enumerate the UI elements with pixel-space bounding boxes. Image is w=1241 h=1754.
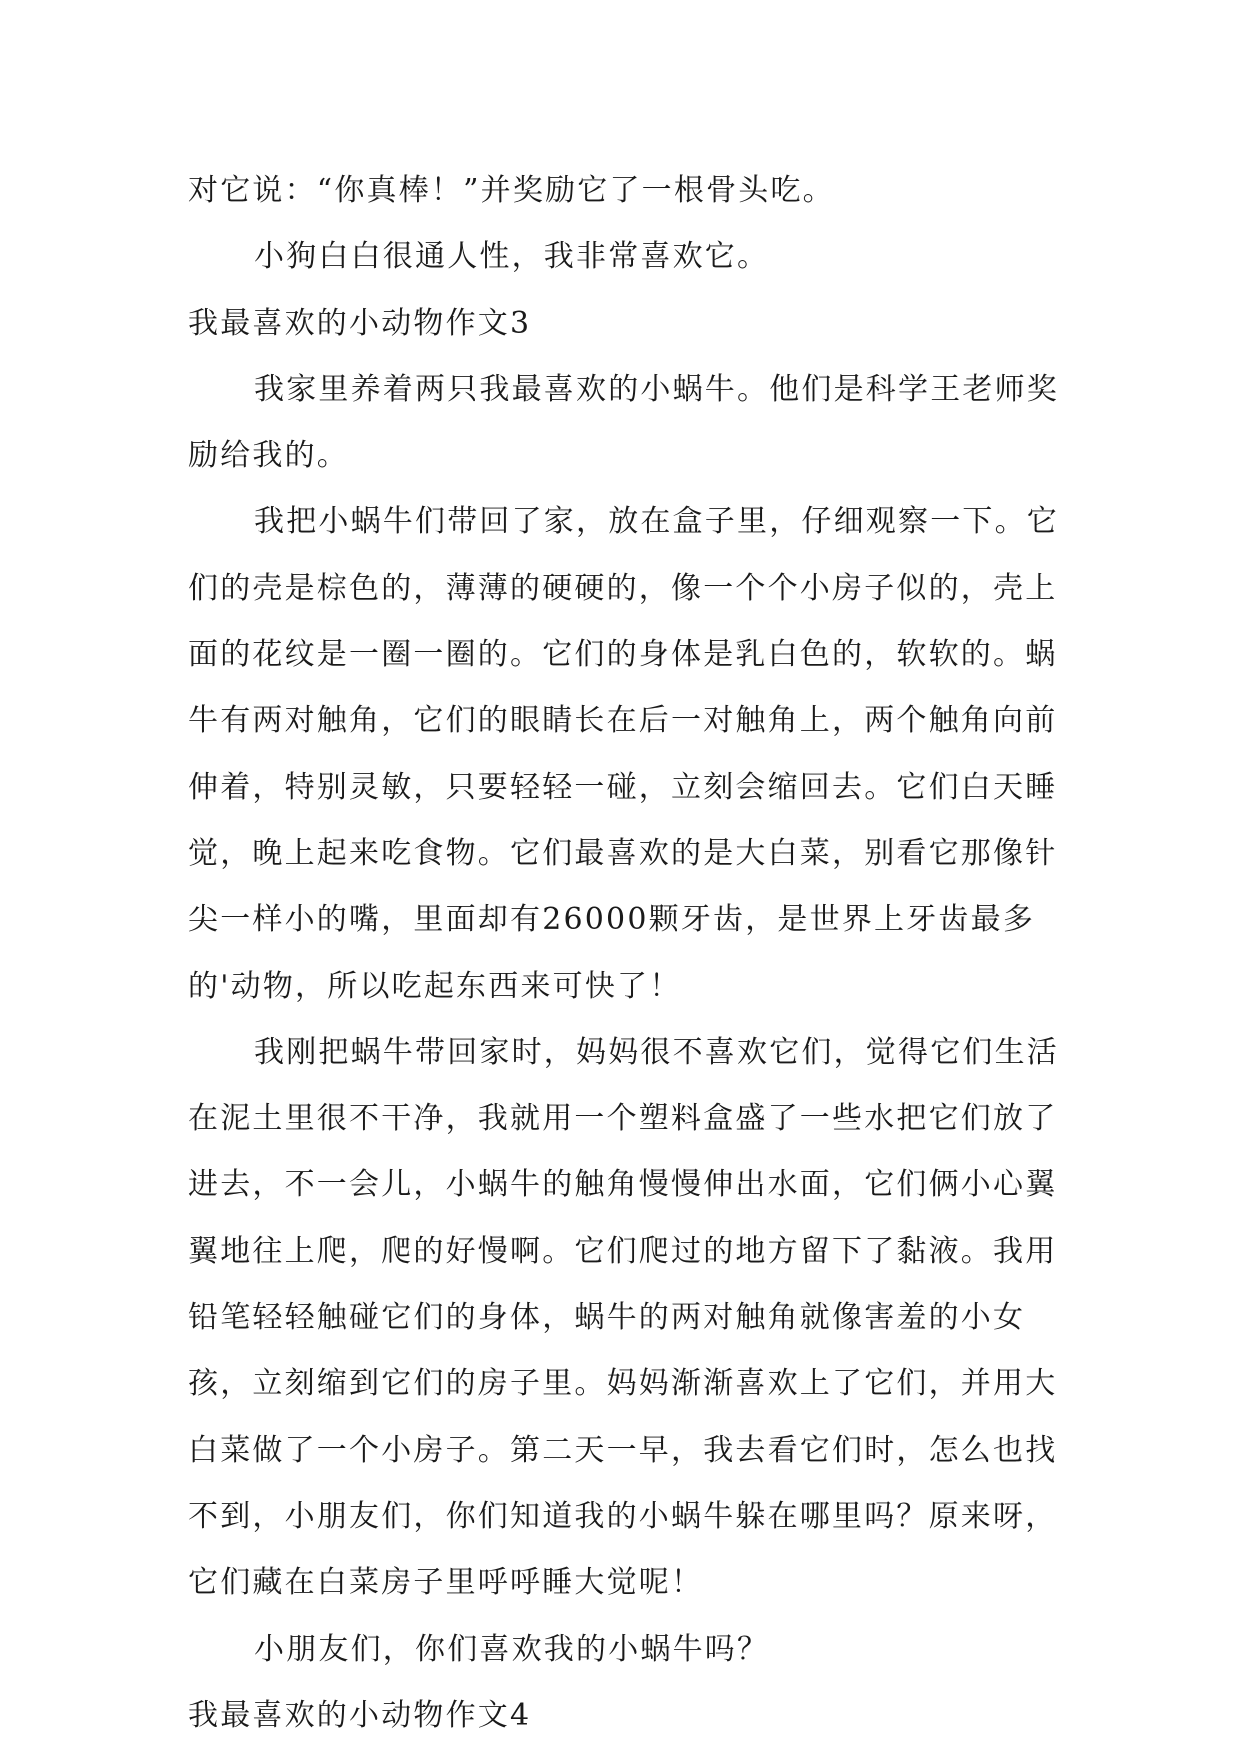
document-body [188, 158, 1068, 1749]
section-heading: 我最喜欢的小动物作文3 [188, 305, 532, 341]
paragraph: 我刚把蜗牛带回家时，妈妈很不喜欢它们，觉得它们生活在泥土里很不干净，我就用一个塑料盒盛了一些水把它们放了进去，不一会儿，小蜗牛的触角慢慢伸出水面，它们俩小心翼翼地往上爬，爬的好慢啊。它们爬过的地方留下了黏液。我用铅笔轻轻触碰它们的身体，蜗牛的两对触角就像害羞的小女孩，立刻缩到它们的房子里。妈妈渐渐喜欢上了它们，并用大白菜做了一个小房子。第二天一早，我去看它们时，怎么也找不到，小朋友们，你们知道我的小蜗牛躲在哪里吗？原来呀，它们藏在白菜房子里呼呼睡大觉呢！ [188, 1034, 1059, 1601]
paragraph: 小狗白白很通人性，我非常喜欢它。 [254, 239, 770, 275]
paragraph: 我家里养着两只我最喜欢的小蜗牛。他们是科学王老师奖励给我的。 [188, 371, 1059, 474]
paragraph: 我把小蜗牛们带回了家，放在盒子里，仔细观察一下。它们的壳是棕色的，薄薄的硬硬的，像一个个小房子似的，壳上面的花纹是一圈一圈的。它们的身体是乳白色的，软软的。蜗牛有两对触角，它们的眼睛长在后一对触角上，两个触角向前伸着，特别灵敏，只要轻轻一碰，立刻会缩回去。它们白天睡觉，晚上起来吃食物。它们最喜欢的是大白菜，别看它那像针尖一样小的嘴，里面却有26000颗牙齿，是世界上牙齿最多的'动物，所以吃起东西来可快了！ [188, 504, 1059, 1004]
paragraph: 小朋友们，你们喜欢我的小蜗牛吗？ [254, 1631, 770, 1667]
paragraph-continuation: 对它说：“你真棒！”并奖励它了一根骨头吃。 [188, 173, 835, 208]
section-heading: 我最喜欢的小动物作文4 [188, 1697, 532, 1733]
